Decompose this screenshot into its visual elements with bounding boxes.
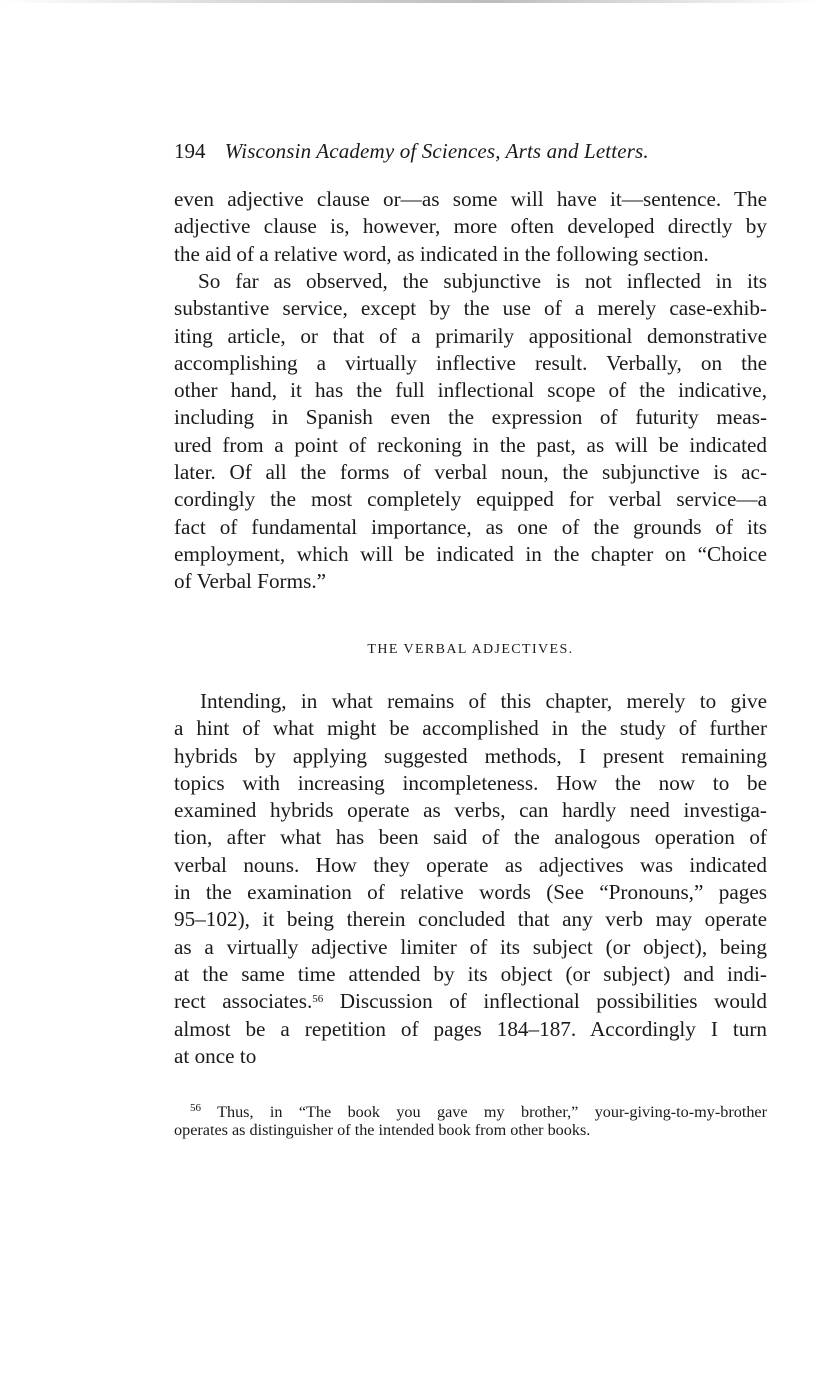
text-line: even adjective clause or—as some will have it—sentence. The — [174, 187, 767, 211]
text-line: at once to — [174, 1043, 257, 1068]
text-line: examined hybrids operate as verbs, can hardly need investiga- — [174, 798, 767, 823]
running-head — [174, 136, 766, 166]
paragraph-verbal-adjectives — [174, 688, 767, 1070]
text-line: So far as observed, the subjunctive is not inflected in its — [198, 269, 767, 293]
text-line: iting article, or that of a primarily appositional demonstrative — [174, 323, 767, 348]
text-line: almost be a repetition of pages 184–187. Accordingly I turn — [174, 1016, 767, 1041]
footnote-marker: 56 — [190, 1103, 201, 1114]
text-line: topics with increasing incompleteness. How the now to be — [174, 770, 767, 795]
text-line: of Verbal Forms.” — [174, 569, 327, 594]
text-line: as a virtually adjective limiter of its subject (or object), being — [174, 934, 767, 959]
text-line: the aid of a relative word, as indicated in the following section. — [174, 241, 709, 266]
page-edge-rule — [0, 0, 821, 3]
text-segment: rect associates. — [174, 989, 313, 1014]
text-line: 95–102), it being therein concluded that any verb may operate — [174, 907, 767, 932]
text-line: accomplishing a virtually inflective result. Verbally, on the — [174, 350, 767, 375]
paragraph-subjunctive — [174, 268, 767, 596]
section-heading: THE VERBAL ADJECTIVES. — [367, 642, 574, 657]
footnote-text: Thus, in “The book you gave my brother,” your-giving-to-my-brother — [201, 1103, 767, 1121]
text-line-with-footnote-ref — [174, 988, 767, 1015]
text-line: in the examination of relative words (See “Pronouns,” pages — [174, 880, 767, 905]
text-line: at the same time attended by its object (or subject) and indi- — [174, 961, 767, 986]
text-line: substantive service, except by the use of a merely case-exhib- — [174, 296, 767, 321]
page-number: 194 — [174, 139, 206, 163]
text-line: tion, after what has been said of the analogous operation of — [174, 825, 767, 850]
footnote — [174, 1103, 767, 1139]
text-line: adjective clause is, however, more often developed directly by — [174, 214, 767, 239]
text-line: a hint of what might be accomplished in the study of further — [174, 716, 767, 741]
text-line: other hand, it has the full inflectional scope of the indicative, — [174, 378, 767, 403]
text-segment: Discussion of inflectional possibilities would — [323, 989, 767, 1014]
paragraph-continuation — [174, 186, 767, 268]
text-line: employment, which will be indicated in the chapter on “Choice — [174, 541, 767, 566]
text-line: including in Spanish even the expression of futurity meas- — [174, 405, 767, 430]
text-line: verbal nouns. How they operate as adjectives was indicated — [174, 852, 767, 877]
footnote-line: operates as distinguisher of the intended book from other books. — [174, 1121, 591, 1139]
footnote-line — [174, 1103, 767, 1121]
text-line: later. Of all the forms of verbal noun, the subjunctive is ac- — [174, 460, 767, 485]
text-line: hybrids by applying suggested methods, I present remaining — [174, 743, 767, 768]
journal-title: Wisconsin Academy of Sciences, Arts and Letters. — [224, 139, 649, 163]
text-line: cordingly the most completely equipped for verbal service—a — [174, 487, 767, 512]
footnote-reference[interactable]: 56 — [312, 993, 324, 1006]
text-line: ured from a point of reckoning in the past, as will be indicated — [174, 432, 767, 457]
text-line: Intending, in what remains of this chapter, merely to give — [200, 689, 767, 713]
text-line: fact of fundamental importance, as one of the grounds of its — [174, 514, 767, 539]
